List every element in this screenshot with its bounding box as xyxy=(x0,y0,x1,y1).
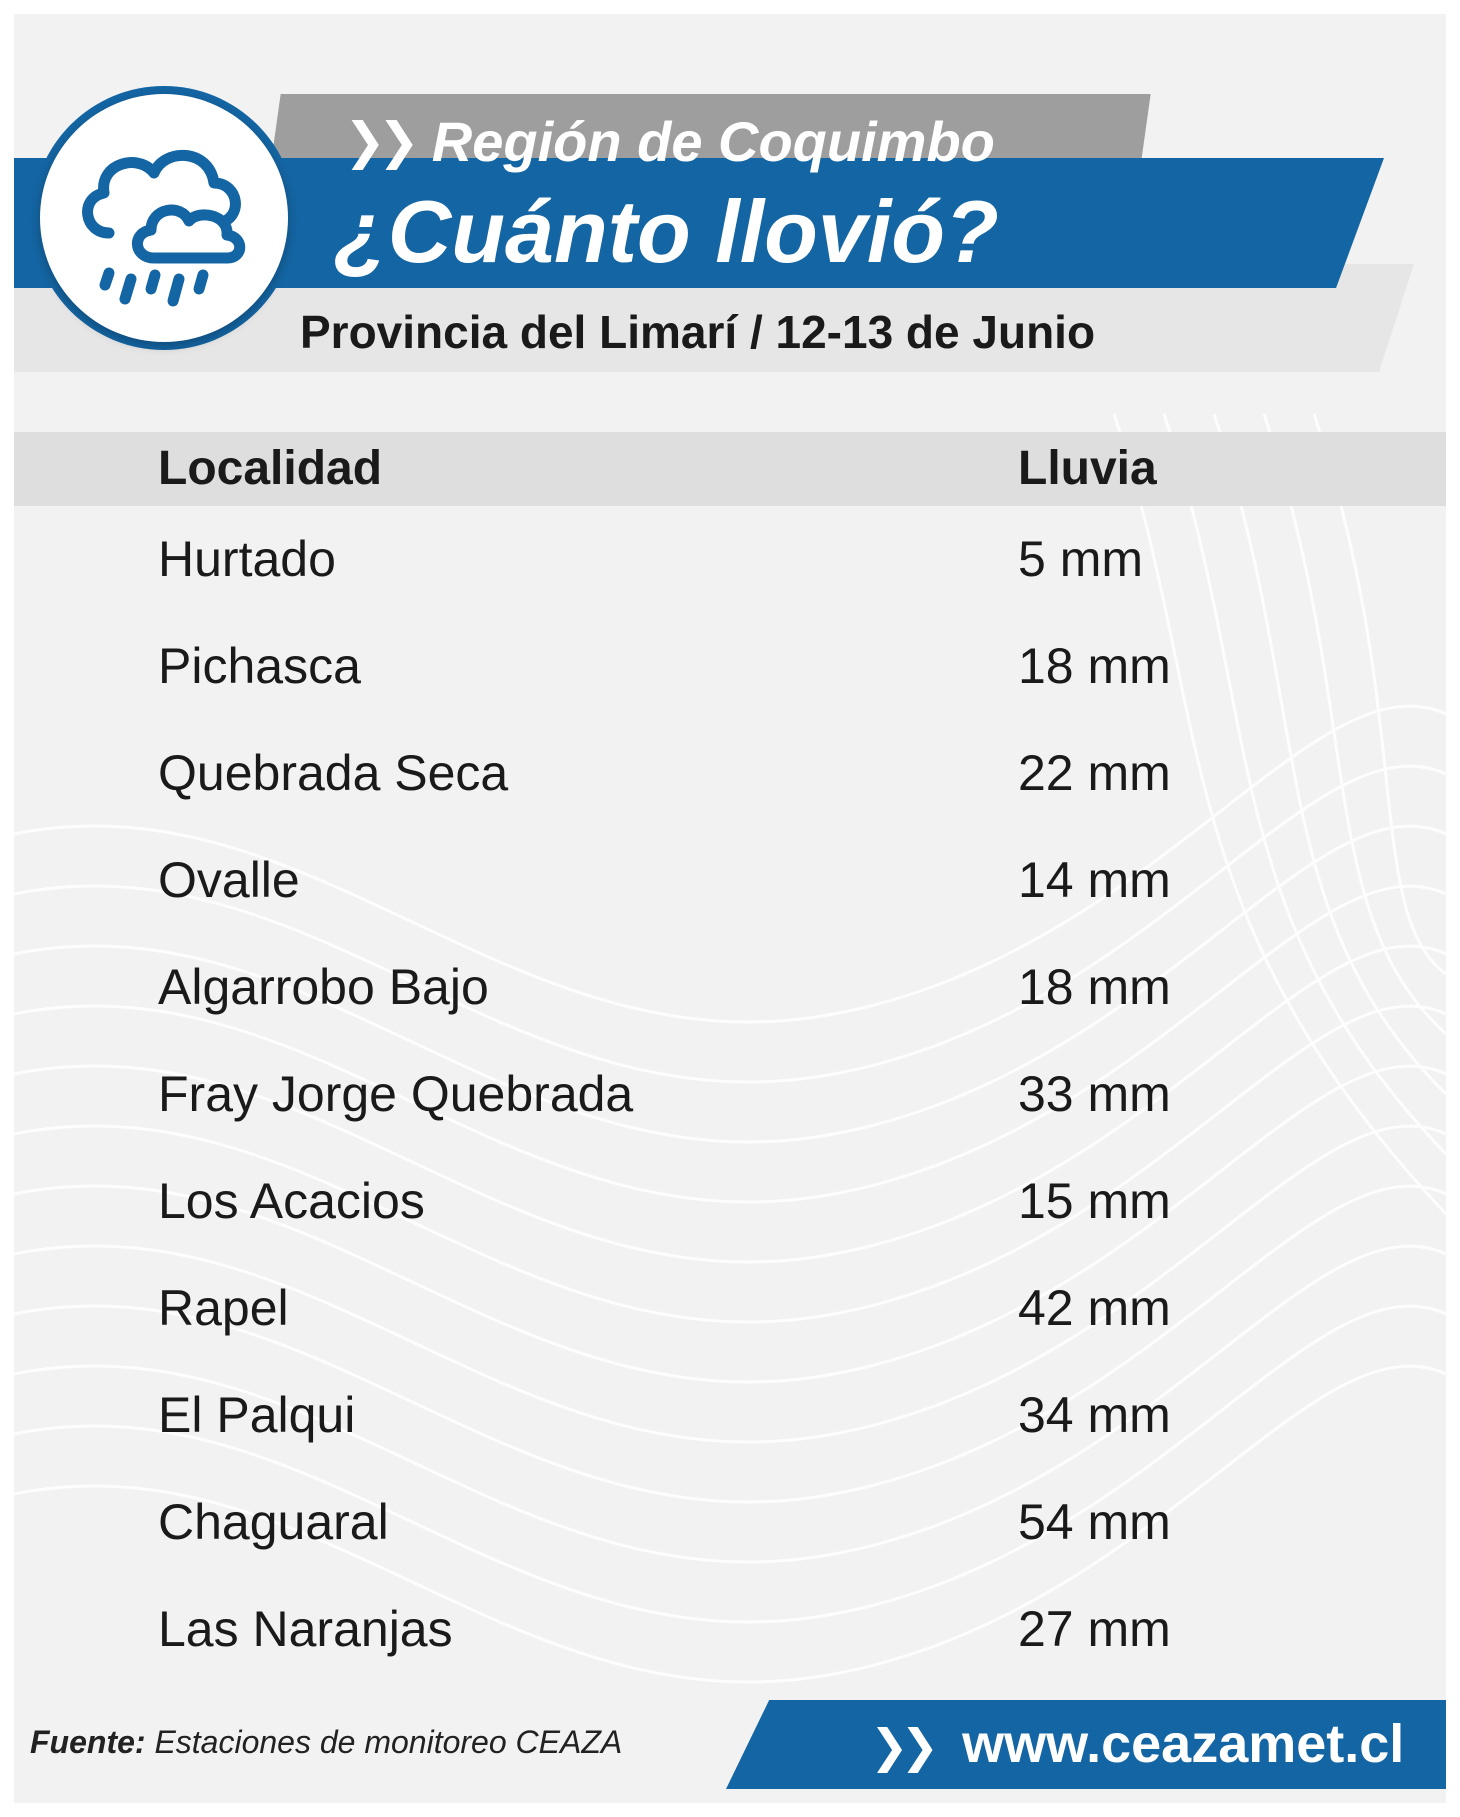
row-lluvia: 22 mm xyxy=(1018,745,1171,801)
row-lluvia: 54 mm xyxy=(1018,1494,1171,1550)
source-note xyxy=(30,1712,622,1772)
row-lluvia: 34 mm xyxy=(1018,1387,1171,1443)
column-header-localidad: Localidad xyxy=(158,442,383,495)
row-localidad: Quebrada Seca xyxy=(158,745,509,801)
table-row xyxy=(14,1469,1446,1575)
table-row xyxy=(14,1041,1446,1147)
double-chevron-right-icon: ❯❯ xyxy=(870,1720,932,1772)
table-row xyxy=(14,1362,1446,1468)
logo-badge xyxy=(40,94,288,342)
region-label xyxy=(344,106,995,176)
table-header xyxy=(14,432,1446,506)
row-localidad: Los Acacios xyxy=(158,1173,425,1229)
rain-cloud-icon xyxy=(69,123,259,313)
page-title: ¿Cuánto llovió? xyxy=(334,182,999,281)
row-localidad: Chaguaral xyxy=(158,1494,389,1550)
table-row xyxy=(14,1576,1446,1682)
table-row xyxy=(14,1255,1446,1361)
table-row xyxy=(14,827,1446,933)
row-lluvia: 42 mm xyxy=(1018,1280,1171,1336)
table-row xyxy=(14,934,1446,1040)
row-localidad: Hurtado xyxy=(158,531,336,587)
row-lluvia: 5 mm xyxy=(1018,531,1143,587)
region-text: Región de Coquimbo xyxy=(431,109,995,173)
column-header-lluvia: Lluvia xyxy=(1018,442,1157,495)
row-localidad: Fray Jorge Quebrada xyxy=(158,1066,634,1122)
row-lluvia: 27 mm xyxy=(1018,1601,1171,1657)
infographic-card xyxy=(14,14,1446,1803)
row-lluvia: 33 mm xyxy=(1018,1066,1171,1122)
row-localidad: Ovalle xyxy=(158,852,300,908)
row-lluvia: 15 mm xyxy=(1018,1173,1171,1229)
row-lluvia: 14 mm xyxy=(1018,852,1171,908)
table-row xyxy=(14,613,1446,719)
row-localidad: El Palqui xyxy=(158,1387,356,1443)
row-localidad: Las Naranjas xyxy=(158,1601,453,1657)
table-row xyxy=(14,720,1446,826)
row-localidad: Rapel xyxy=(158,1280,289,1336)
row-localidad: Algarrobo Bajo xyxy=(158,959,489,1015)
table-row xyxy=(14,506,1446,612)
website-url: www.ceazamet.cl xyxy=(962,1714,1405,1774)
source-text: Estaciones de monitoreo CEAZA xyxy=(154,1724,623,1760)
table-row xyxy=(14,1148,1446,1254)
row-localidad: Pichasca xyxy=(158,638,361,694)
row-lluvia: 18 mm xyxy=(1018,638,1171,694)
source-label: Fuente: xyxy=(30,1724,146,1760)
website-link[interactable] xyxy=(870,1700,1404,1789)
row-lluvia: 18 mm xyxy=(1018,959,1171,1015)
double-chevron-right-icon: ❯❯ xyxy=(344,113,412,169)
page-subtitle: Provincia del Limarí / 12-13 de Junio xyxy=(300,306,1096,358)
